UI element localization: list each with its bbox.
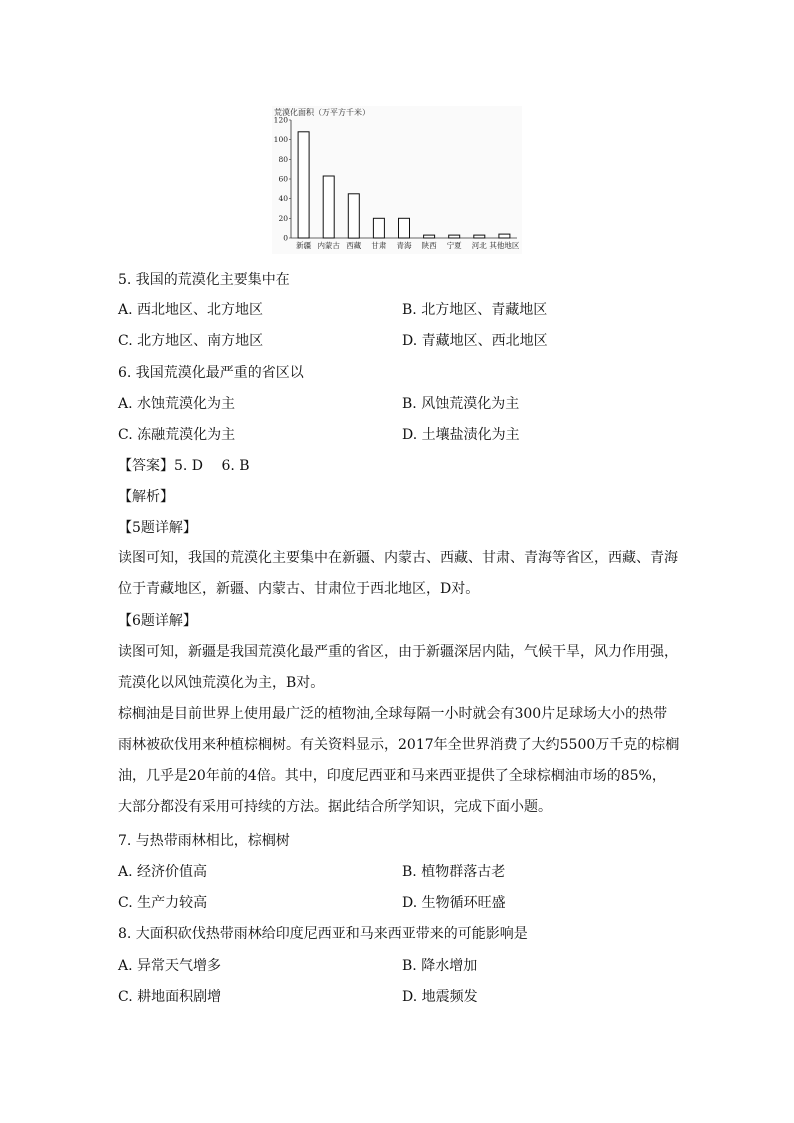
x-tick-label: 甘肃: [371, 241, 387, 250]
q8-option-d: D. 地震频发: [402, 989, 478, 1005]
x-tick-label: 新疆: [296, 241, 312, 250]
q6-option-c: C. 冻融荒漠化为主: [118, 427, 236, 443]
q5-option-a: A. 西北地区、北方地区: [118, 302, 264, 318]
q7-option-c: C. 生产力较高: [118, 895, 208, 911]
detail5-line: 位于青藏地区，新疆、内蒙古、甘肃位于西北地区，D对。: [118, 581, 480, 597]
q6-option-b: B. 风蚀荒漠化为主: [402, 396, 520, 412]
bar-8: [474, 235, 485, 238]
detail6-line: 读图可知，新疆是我国荒漠化最严重的省区，由于新疆深居内陆，气候干旱，风力作用强，: [118, 644, 678, 660]
q5-option-c: C. 北方地区、南方地区: [118, 333, 264, 349]
detail6-title: 【6题详解】: [118, 613, 197, 629]
bar-7: [449, 235, 460, 238]
q6-option-a: A. 水蚀荒漠化为主: [118, 396, 236, 412]
passage-line: 棕榈油是目前世界上使用最广泛的植物油,全球每隔一小时就会有300片足球场大小的热带: [118, 706, 668, 722]
chart-title: 荒漠化面积（万平方千米）: [274, 108, 370, 117]
passage-paragraph: [118, 699, 678, 823]
chart-svg: [272, 106, 522, 254]
q7-stem: 7. 与热带雨林相比，棕榈树: [118, 833, 290, 849]
q8-option-b: B. 降水增加: [402, 958, 478, 974]
q6-option-d: D. 土壤盐渍化为主: [402, 427, 520, 443]
y-tick-label: 60: [278, 174, 288, 184]
detail6-paragraph: [118, 637, 678, 699]
y-tick-label: 80: [278, 154, 288, 164]
x-tick-label: 陕西: [421, 241, 437, 250]
q5-option-b: B. 北方地区、青藏地区: [402, 302, 548, 318]
q7-option-b: B. 植物群落古老: [402, 864, 506, 880]
x-tick-label: 其他地区: [489, 241, 520, 250]
q6-stem: 6. 我国荒漠化最严重的省区以: [118, 365, 304, 381]
y-tick-label: 120: [273, 115, 288, 125]
bar-6: [424, 235, 435, 238]
passage-line: 油，几乎是20年前的4倍。其中，印度尼西亚和马来西亚提供了全球棕榈油市场的85%，: [118, 768, 666, 784]
bar-1: [298, 132, 309, 238]
x-tick-label: 河北: [471, 241, 487, 250]
q8-option-c: C. 耕地面积剧增: [118, 989, 222, 1005]
y-tick-label: 20: [278, 213, 288, 223]
q7-option-d: D. 生物循环旺盛: [402, 895, 506, 911]
y-tick-label: 40: [278, 194, 288, 204]
x-tick-label: 西藏: [346, 241, 362, 250]
desertification-bar-chart: [272, 106, 522, 254]
q5-stem: 5. 我国的荒漠化主要集中在: [118, 272, 290, 288]
q8-option-a: A. 异常天气增多: [118, 958, 222, 974]
bar-9: [499, 234, 510, 238]
detail5-line: 读图可知，我国的荒漠化主要集中在新疆、内蒙古、西藏、甘肃、青海等省区，西藏、青海: [118, 550, 678, 566]
analysis-title: 【解析】: [118, 489, 174, 505]
y-tick-label: 0: [283, 233, 288, 243]
bar-3: [348, 194, 359, 238]
detail5-title: 【5题详解】: [118, 520, 197, 536]
bar-5: [399, 218, 410, 238]
x-tick-label: 宁夏: [446, 241, 462, 250]
detail5-paragraph: [118, 543, 678, 605]
q5-option-d: D. 青藏地区、西北地区: [402, 333, 548, 349]
detail6-line: 荒漠化以风蚀荒漠化为主，B对。: [118, 675, 325, 691]
q8-stem: 8. 大面积砍伐热带雨林给印度尼西亚和马来西亚带来的可能影响是: [118, 926, 528, 942]
x-tick-label: 青海: [396, 241, 412, 250]
bar-2: [323, 176, 334, 238]
y-tick-label: 100: [273, 135, 288, 145]
x-tick-label: 内蒙古: [317, 241, 340, 250]
passage-line: 雨林被砍伐用来种植棕榈树。有关资料显示，2017年全世界消费了大约5500万千克的棕榈: [118, 737, 680, 753]
q7-option-a: A. 经济价值高: [118, 864, 208, 880]
passage-line: 大部分都没有采用可持续的方法。据此结合所学知识，完成下面小题。: [118, 799, 552, 815]
answer-line: 【答案】5. D 6. B: [118, 458, 250, 474]
bar-4: [373, 218, 384, 238]
